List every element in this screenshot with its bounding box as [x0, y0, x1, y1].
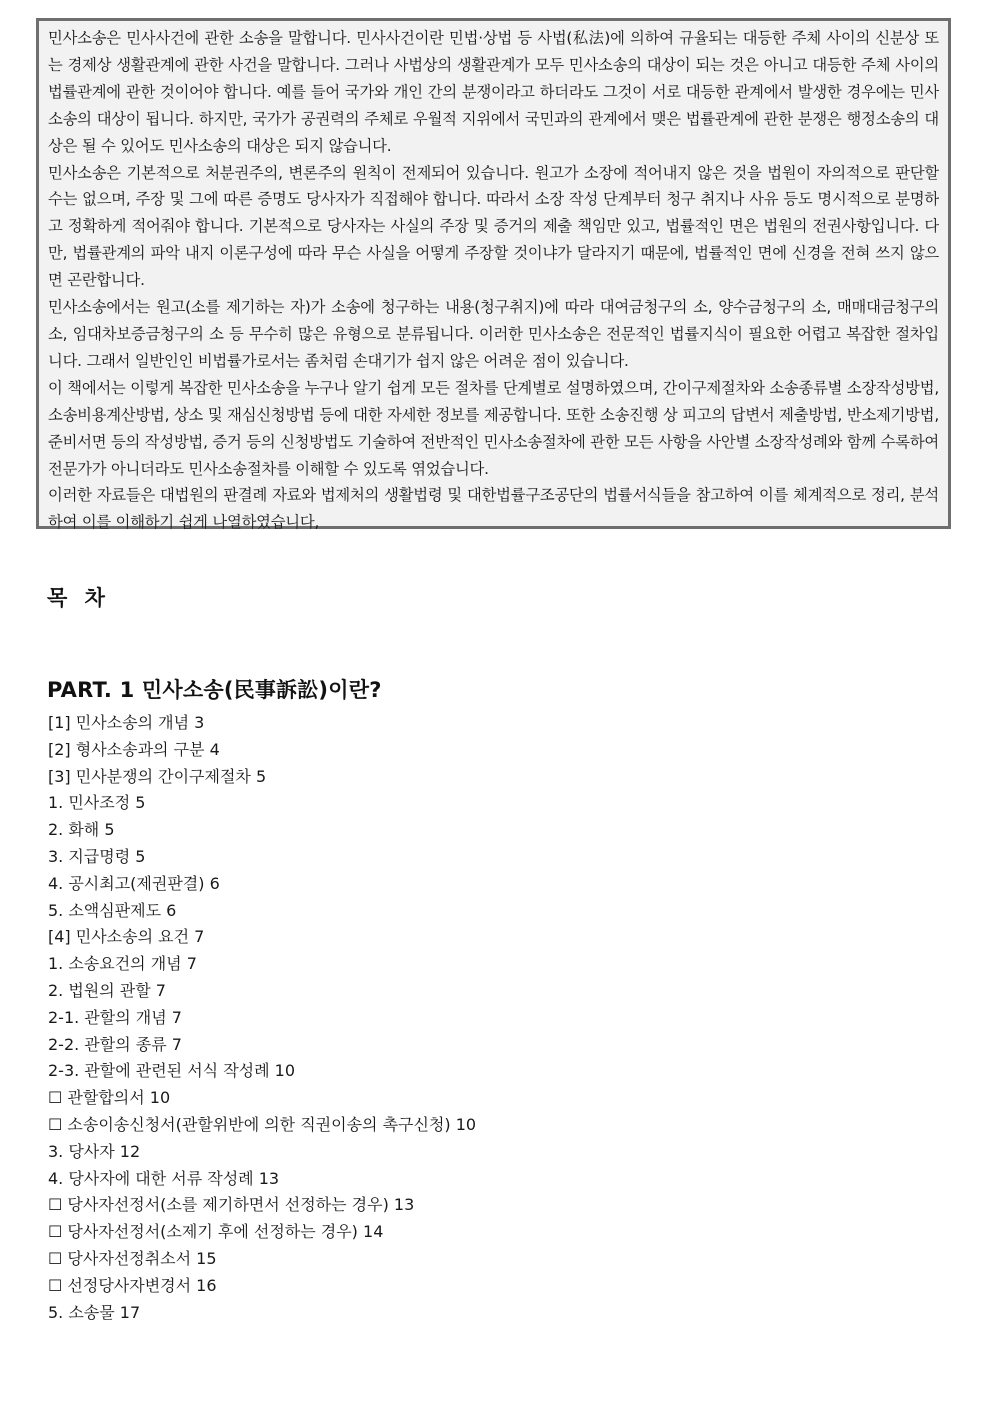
- intro-paragraph: 이 책에서는 이렇게 복잡한 민사소송을 누구나 알기 쉽게 모든 절차를 단계별로 설명하였으며, 간이구제절차와 소송종류별 소장작성방법, 소송비용계산방법, 상소 및 재심신청방법 등에 대한 자세한 정보를 제공합니다. 또한 소송진행 상 피고의 답변서 제출방법, 반소제기방법, 준비서면 등의 작성방법, 증거 등의 신청방법도 기술하여 전반적인 민사소송절차에 관한 모든 사항을 사안별 소장작성례와 함께 수록하여 전문가가 아니더라도 민사소송절차를 이해할 수 있도록 엮었습니다.: [48, 378, 939, 478]
- toc-list: [48, 710, 476, 1326]
- toc-item: 4. 공시최고(제권판결) 6: [48, 873, 220, 893]
- toc-item: 2-1. 관할의 개념 7: [48, 1007, 182, 1027]
- toc-item: 5. 소액심판제도 6: [48, 900, 177, 920]
- intro-paragraph: 민사소송은 기본적으로 처분권주의, 변론주의 원칙이 전제되어 있습니다. 원고가 소장에 적어내지 않은 것을 법원이 자의적으로 판단할 수는 없으며, 주장 및 그에 따른 증명도 당사자가 직접해야 합니다. 따라서 소장 작성 단계부터 청구 취지나 사유 등도 명시적으로 분명하고 정확하게 적어줘야 합니다. 기본적으로 당사자는 사실의 주장 및 증거의 제출 책임만 있고, 법률적인 면은 법원의 전권사항입니다. 다만, 법률관계의 파악 내지 이론구성에 따라 무슨 사실을 어떻게 주장할 것이냐가 달라지기 때문에, 법률적인 면에 신경을 전혀 쓰지 않으면 곤란합니다.: [48, 163, 939, 290]
- intro-paragraph: 민사소송에서는 원고(소를 제기하는 자)가 소송에 청구하는 내용(청구취지)에 따라 대여금청구의 소, 양수금청구의 소, 매매대금청구의 소, 임대차보증금청구의 소 등 무수히 많은 유형으로 분류됩니다. 이러한 민사소송은 전문적인 법률지식이 필요한 어렵고 복잡한 절차입니다. 그래서 일반인인 비법률가로서는 좀처럼 손대기가 쉽지 않은 어려운 점이 있습니다.: [48, 298, 939, 370]
- toc-item: [4] 민사소송의 요건 7: [48, 927, 205, 947]
- toc-item: ☐ 관할합의서 10: [48, 1088, 171, 1108]
- toc-item: 1. 소송요건의 개념 7: [48, 954, 197, 974]
- toc-item: 3. 당사자 12: [48, 1141, 141, 1161]
- toc-item: 5. 소송물 17: [48, 1302, 141, 1322]
- toc-item: 2-2. 관할의 종류 7: [48, 1034, 182, 1054]
- toc-item: ☐ 소송이송신청서(관할위반에 의한 직권이송의 촉구신청) 10: [48, 1114, 477, 1134]
- toc-item: 1. 민사조정 5: [48, 793, 146, 813]
- toc-item: 2-3. 관할에 관련된 서식 작성례 10: [48, 1061, 296, 1081]
- toc-item: 3. 지급명령 5: [48, 846, 146, 866]
- toc-item: ☐ 당사자선정서(소제기 후에 선정하는 경우) 14: [48, 1222, 384, 1242]
- intro-box: [36, 18, 951, 532]
- toc-heading: 목 차: [47, 586, 110, 610]
- toc-item: ☐ 당사자선정서(소를 제기하면서 선정하는 경우) 13: [48, 1195, 415, 1215]
- toc-item: ☐ 당사자선정취소서 15: [48, 1248, 217, 1268]
- toc-item: 4. 당사자에 대한 서류 작성례 13: [48, 1168, 280, 1188]
- toc-item: [3] 민사분쟁의 간이구제절차 5: [48, 766, 267, 786]
- intro-paragraph: 이러한 자료들은 대법원의 판결례 자료와 법제처의 생활법령 및 대한법률구조공단의 법률서식들을 참고하여 이를 체계적으로 정리, 분석하여 이를 이해하기 쉽게 나열하였습니다,: [48, 486, 939, 532]
- toc-item: 2. 법원의 관할 7: [48, 980, 166, 1000]
- part-title: PART. 1 민사소송(民事訴訟)이란?: [47, 678, 382, 702]
- toc-item: ☐ 선정당사자변경서 16: [48, 1275, 217, 1295]
- toc-item: [2] 형사소송과의 구분 4: [48, 739, 220, 759]
- toc-item: 2. 화해 5: [48, 820, 115, 840]
- intro-paragraph: 민사소송은 민사사건에 관한 소송을 말합니다. 민사사건이란 민법·상법 등 사법(私法)에 의하여 규율되는 대등한 주체 사이의 신분상 또는 경제상 생활관계에 관한 사건을 말합니다. 그러나 사법상의 생활관계가 모두 민사소송의 대상이 되는 것은 아니고 대등한 주체 사이의 법률관계에 관한 것이어야 합니다. 예를 들어 국가와 개인 간의 분쟁이라고 하더라도 그것이 서로 대등한 관계에서 발생한 경우에는 민사소송의 대상이 됩니다. 하지만, 국가가 공권력의 주체로 우월적 지위에서 국민과의 관계에서 맺은 법률관계에 관한 분쟁은 행정소송의 대상은 될 수 있어도 민사소송의 대상은 되지 않습니다.: [48, 29, 939, 155]
- toc-item: [1] 민사소송의 개념 3: [48, 713, 205, 732]
